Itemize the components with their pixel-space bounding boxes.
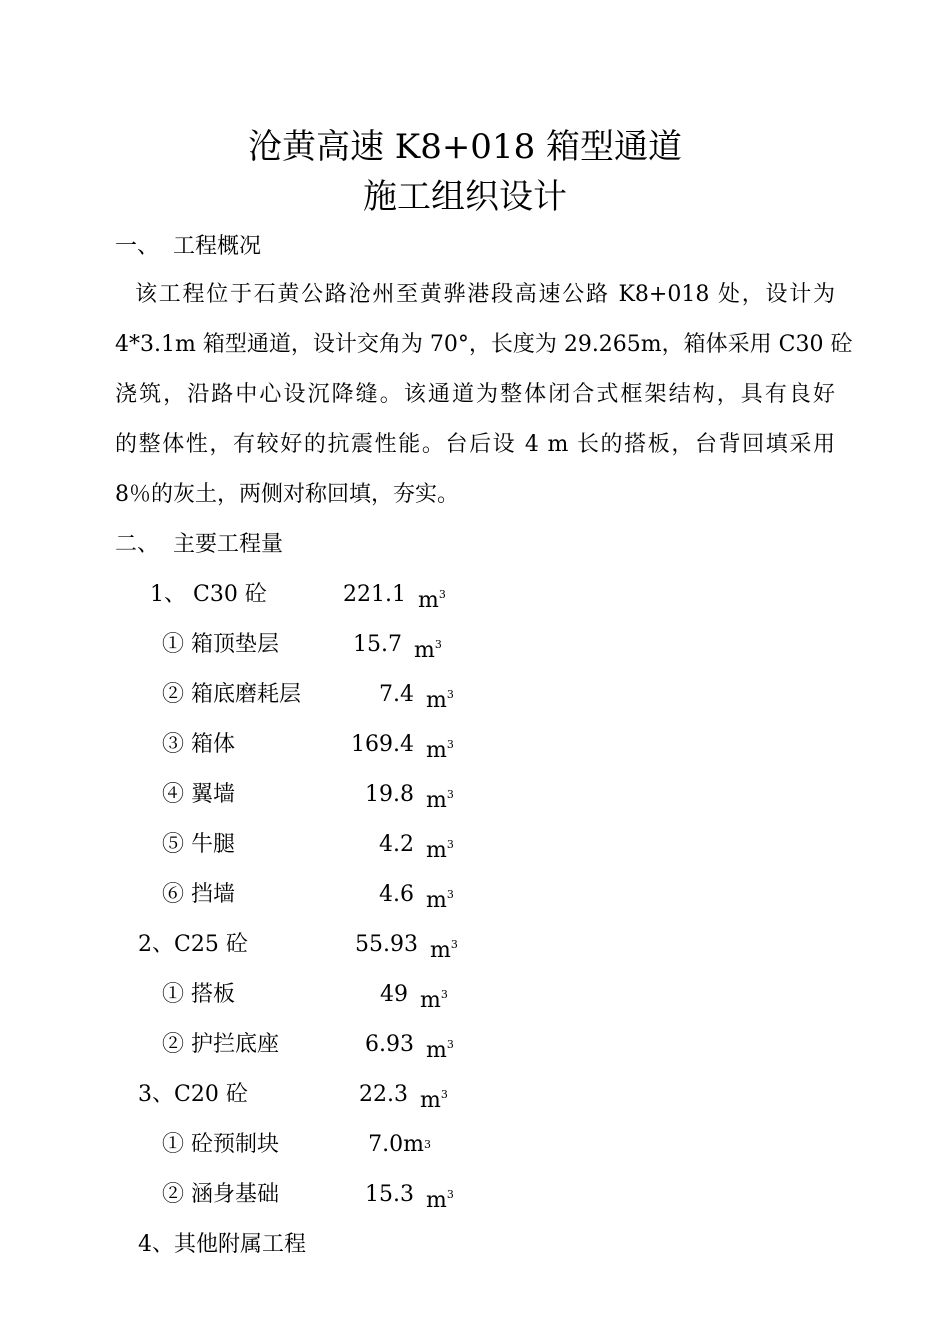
- unit-symbol: m: [430, 938, 451, 963]
- quantity-label: ① 搭板: [162, 982, 235, 1007]
- unit-label: [420, 1080, 448, 1116]
- unit-label: [426, 830, 454, 866]
- section-title: 工程概况: [173, 234, 262, 259]
- section-heading-quantities: [115, 530, 283, 560]
- quantity-label: ② 涵身基础: [162, 1182, 279, 1207]
- quantity-value: 6.93: [365, 1032, 414, 1057]
- document-title: 沧黄高速 K8+018 箱型通道: [247, 127, 683, 167]
- unit-exponent: 3: [446, 888, 454, 901]
- unit-exponent: 3: [446, 1038, 454, 1051]
- quantity-label: ③ 箱体: [162, 732, 235, 757]
- quantity-value: 15.3: [365, 1182, 414, 1207]
- section-heading-overview: [115, 232, 261, 262]
- quantity-label: ① 箱顶垫层: [162, 632, 279, 657]
- unit-exponent: 3: [440, 1088, 448, 1101]
- unit-exponent: 3: [434, 638, 442, 651]
- document-subtitle: 施工组织设计: [363, 177, 567, 217]
- unit-label: [414, 630, 442, 666]
- unit-symbol: m: [426, 1038, 447, 1063]
- unit-label: [426, 1030, 454, 1066]
- quantity-label: ② 护拦底座: [162, 1032, 279, 1057]
- unit-symbol: m: [426, 738, 447, 763]
- unit-label: [424, 1130, 431, 1166]
- quantity-value: 49: [380, 982, 408, 1007]
- unit-symbol: m: [426, 788, 447, 813]
- paragraph-line: 浇筑，沿路中心设沉降缝。该通道为整体闭合式框架结构，具有良好: [115, 382, 835, 407]
- unit-symbol: m: [418, 588, 439, 613]
- quantity-label: ① 砼预制块: [162, 1132, 279, 1157]
- unit-symbol: m: [420, 988, 441, 1013]
- paragraph-line: 4*3.1m 箱型通道，设计交角为 70°，长度为 29.265m，箱体采用 C30 砼: [115, 332, 853, 357]
- quantity-value: 7.0m: [368, 1132, 424, 1157]
- quantity-label: ⑥ 挡墙: [162, 882, 235, 907]
- unit-label: [430, 930, 458, 966]
- quantity-value: 19.8: [365, 782, 414, 807]
- quantity-value: 4.2: [379, 832, 414, 857]
- unit-label: [426, 730, 454, 766]
- unit-exponent: 3: [440, 988, 448, 1001]
- unit-label: [418, 580, 446, 616]
- quantity-label: 3、C20 砼: [138, 1082, 248, 1107]
- quantity-value: 55.93: [355, 932, 418, 957]
- section-number: 一、: [115, 234, 160, 259]
- paragraph-line: 该工程位于石黄公路沧州至黄骅港段高速公路 K8+018 处，设计为: [135, 282, 835, 307]
- overview-paragraph: [115, 270, 853, 520]
- quantity-label: ⑤ 牛腿: [162, 832, 235, 857]
- quantity-value: 15.7: [353, 632, 402, 657]
- unit-exponent: 3: [438, 588, 446, 601]
- quantity-value: 169.4: [351, 732, 414, 757]
- unit-symbol: m: [426, 1188, 447, 1213]
- quantity-label: 1、 C30 砼: [150, 582, 267, 607]
- section-title: 主要工程量: [173, 532, 284, 557]
- unit-label: [420, 980, 448, 1016]
- unit-symbol: m: [420, 1088, 441, 1113]
- quantity-label: ② 箱底磨耗层: [162, 682, 301, 707]
- quantity-label: 4、其他附属工程: [138, 1232, 306, 1257]
- unit-exponent: 3: [446, 788, 454, 801]
- unit-label: [426, 1180, 454, 1216]
- unit-label: [426, 680, 454, 716]
- unit-symbol: m: [426, 688, 447, 713]
- unit-exponent: 3: [446, 688, 454, 701]
- section-number: 二、: [115, 532, 160, 557]
- unit-label: [426, 780, 454, 816]
- unit-exponent: 3: [446, 738, 454, 751]
- quantity-value: 22.3: [359, 1082, 408, 1107]
- unit-symbol: m: [426, 888, 447, 913]
- quantity-value: 4.6: [379, 882, 414, 907]
- unit-exponent: 3: [446, 1188, 454, 1201]
- quantity-label: ④ 翼墙: [162, 782, 235, 807]
- quantity-value: 7.4: [379, 682, 414, 707]
- paragraph-line: 的整体性，有较好的抗震性能。台后设 4 m 长的搭板，台背回填采用: [115, 432, 835, 457]
- quantity-value: 221.1: [343, 582, 406, 607]
- unit-symbol: m: [414, 638, 435, 663]
- unit-label: [426, 880, 454, 916]
- unit-exponent: 3: [424, 1138, 431, 1151]
- quantity-label: 2、C25 砼: [138, 932, 248, 957]
- paragraph-line: 8％的灰土，两侧对称回填，夯实。: [115, 482, 459, 507]
- unit-exponent: 3: [450, 938, 458, 951]
- unit-exponent: 3: [446, 838, 454, 851]
- unit-symbol: m: [426, 838, 447, 863]
